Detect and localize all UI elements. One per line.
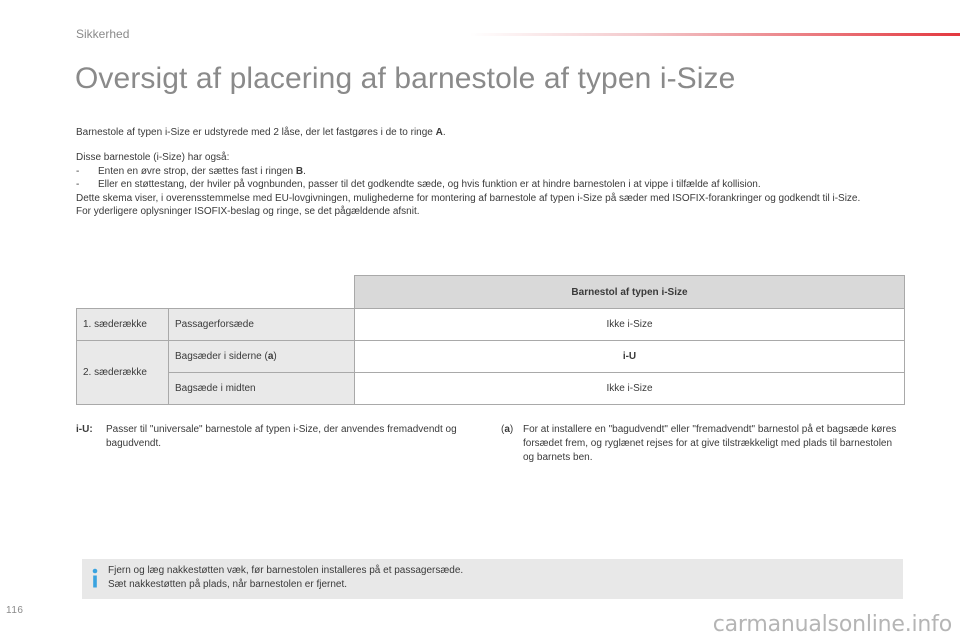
seat-value: Ikke i-Size — [355, 309, 905, 341]
table-row — [77, 309, 905, 341]
page-title: Oversigt af placering af barnestole af typen i-Size — [75, 62, 736, 95]
seat-table — [76, 275, 905, 405]
note-a-key — [501, 423, 513, 437]
row-label-first: 1. sæderække — [77, 309, 169, 341]
seat-name — [169, 341, 355, 373]
intro-text: Barnestole af typen i-Size er udstyrede med 2 låse, der let fastgøres i de to ringe — [76, 127, 436, 138]
row-label-second: 2. sæderække — [77, 341, 169, 405]
note-iu — [76, 423, 476, 451]
info-box — [82, 559, 903, 599]
body-para3: For yderligere oplysninger ISOFIX-beslag og ringe, se det pågældende afsnit. — [76, 206, 420, 217]
note-a-open: ( — [501, 424, 505, 435]
intro-paragraph — [76, 126, 906, 140]
bullet-dash: - — [76, 165, 80, 177]
note-a — [501, 423, 901, 465]
table-corner — [77, 276, 355, 309]
seat-value: i-U — [355, 341, 905, 373]
seat-prefix: Bagsæder i siderne ( — [175, 351, 268, 362]
seat-value: Ikke i-Size — [355, 373, 905, 405]
note-iu-key: i-U: — [76, 424, 93, 435]
info-line1: Fjern og læg nakkestøtten væk, før barnestolen installeres på et passagersæde. — [108, 565, 464, 576]
ring-b-ref: B — [295, 165, 304, 177]
seat-name: Bagsæde i midten — [169, 373, 355, 405]
bullet-support-leg — [76, 178, 906, 192]
table-row — [77, 373, 905, 405]
info-text — [108, 564, 463, 592]
table-column-header: Barnestol af typen i-Size — [355, 276, 905, 309]
note-a-letter: a — [504, 424, 510, 435]
bullet-support-leg-text: Eller en støttestang, der hviler på vognbunden, passer til det godkendte sæde, og hvis funktion er at hindre barnestolen i at vippe i tilfælde af kollision. — [98, 179, 761, 190]
watermark: carmanualsonline.info — [712, 612, 952, 637]
header-accent-bar — [470, 33, 960, 36]
bullet-strap-text: Enten en øvre strop, der sættes fast i ringen — [98, 165, 296, 177]
page-number: 116 — [6, 605, 24, 616]
bullet-dash: - — [76, 179, 80, 190]
note-a-close: ) — [509, 424, 514, 435]
body-para2: Dette skema viser, i overensstemmelse med EU-lovgivningen, mulighederne for montering af barnestole af typen i-Size på sæder med ISOFIX-forankringer og godkendt til i-Size. — [76, 192, 861, 204]
seat-suffix: ) — [273, 351, 277, 362]
info-line2: Sæt nakkestøtten på plads, når barnestolen er fjernet. — [108, 579, 348, 590]
body-line1: Disse barnestole (i-Size) har også: — [76, 152, 230, 163]
note-a-desc: For at installere en "bagudvendt" eller "fremadvendt" barnestol på et bagsæde køres forsædet frem, og ryglænet rejses for at give tilstrækkeligt med plads til barnestolen og barnets ben. — [523, 424, 897, 463]
seat-ref-a: a — [267, 351, 274, 362]
bullet-strap-end: . — [303, 165, 306, 177]
bullet-strap — [76, 165, 906, 179]
seat-name: Passagerforsæde — [169, 309, 355, 341]
table-row — [77, 341, 905, 373]
body-text — [76, 151, 906, 219]
note-iu-desc: Passer til "universale" barnestole af typen i-Size, der anvendes fremadvendt og bagudvendt. — [106, 424, 457, 449]
section-label: Sikkerhed — [76, 27, 130, 41]
intro-end: . — [442, 127, 446, 138]
ring-a-ref: A — [435, 127, 443, 138]
info-icon — [88, 563, 102, 593]
